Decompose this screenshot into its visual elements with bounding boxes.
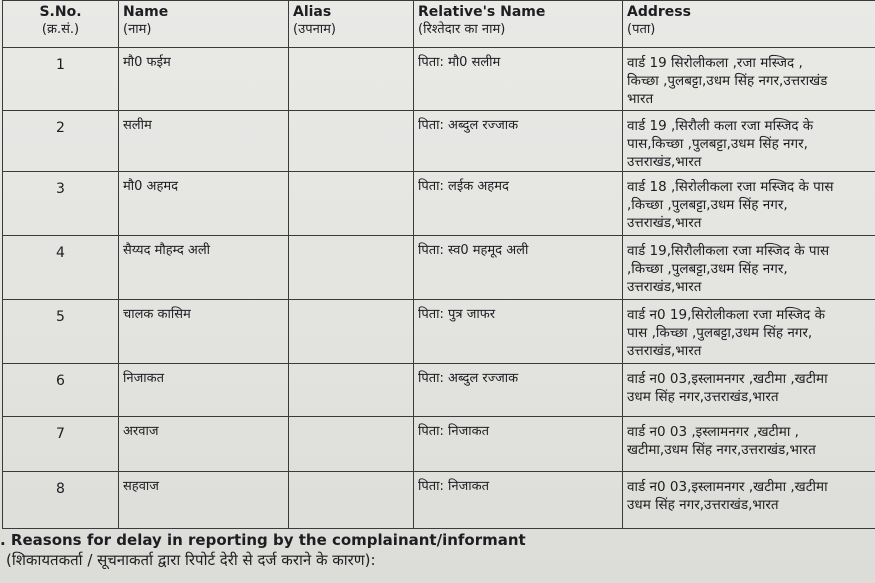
- row-name: अरवाज: [119, 417, 289, 472]
- table-row: [3, 111, 875, 172]
- row-alias: [289, 48, 414, 111]
- delay-reasons-section: [0, 530, 875, 570]
- header-sno: S.No. (क्र.सं.): [3, 1, 119, 48]
- address-line: ,किच्छा ,पुलबट्टा,उधम सिंह नगर,: [627, 197, 788, 213]
- row-sno: 4: [3, 236, 119, 300]
- table-body: [3, 48, 875, 529]
- table-row: [3, 472, 875, 529]
- row-alias: [289, 300, 414, 364]
- row-sno: 2: [3, 111, 119, 172]
- row-address: [623, 236, 875, 300]
- address-line: वार्ड 18 ,सिरोलीकला रजा मस्जिद के पास: [627, 179, 834, 195]
- table-row: [3, 172, 875, 236]
- table-row: [3, 48, 875, 111]
- address-line: उधम सिंह नगर,उत्तराखंड,भारत: [627, 389, 779, 405]
- delay-reasons-heading-hindi: (शिकायतकर्ता / सूचनाकर्ता द्वारा रिपोर्ट देरी से दर्ज कराने के कारण):: [6, 551, 376, 569]
- address-line: उत्तराखंड,भारत: [627, 154, 702, 170]
- address-line: खटीमा,उधम सिंह नगर,उत्तराखंड,भारत: [627, 442, 816, 458]
- table-header-row: [3, 1, 875, 48]
- row-alias: [289, 172, 414, 236]
- row-address: [623, 472, 875, 529]
- row-sno: 6: [3, 364, 119, 417]
- accused-details-table: [2, 0, 875, 529]
- delay-reasons-heading: . Reasons for delay in reporting by the complainant/informant: [0, 531, 526, 549]
- row-relative-name: पिता: अब्दुल रज्जाक: [414, 111, 623, 172]
- row-address: [623, 111, 875, 172]
- row-sno: 5: [3, 300, 119, 364]
- row-address: [623, 364, 875, 417]
- address-line: भारत: [627, 91, 654, 107]
- row-name: मौ0 फईम: [119, 48, 289, 111]
- header-relative-name: Relative's Name (रिश्तेदार का नाम): [414, 1, 623, 48]
- row-alias: [289, 236, 414, 300]
- row-sno: 3: [3, 172, 119, 236]
- table-row: [3, 364, 875, 417]
- row-relative-name: पिता: निजाकत: [414, 417, 623, 472]
- row-name: सलीम: [119, 111, 289, 172]
- address-line: उधम सिंह नगर,उत्तराखंड,भारत: [627, 497, 779, 513]
- row-relative-name: पिता: स्व0 महमूद अली: [414, 236, 623, 300]
- row-alias: [289, 417, 414, 472]
- table-row: [3, 236, 875, 300]
- address-line: वार्ड 19 सिरोलीकला ,रजा मस्जिद ,: [627, 55, 803, 71]
- row-relative-name: पिता: पुत्र जाफर: [414, 300, 623, 364]
- row-relative-name: पिता: अब्दुल रज्जाक: [414, 364, 623, 417]
- row-address: [623, 172, 875, 236]
- row-alias: [289, 364, 414, 417]
- header-address: Address (पता): [623, 1, 875, 48]
- row-relative-name: पिता: निजाकत: [414, 472, 623, 529]
- row-alias: [289, 472, 414, 529]
- row-name: निजाकत: [119, 364, 289, 417]
- row-name: मौ0 अहमद: [119, 172, 289, 236]
- header-name: Name (नाम): [119, 1, 289, 48]
- row-sno: 7: [3, 417, 119, 472]
- row-relative-name: पिता: लईक अहमद: [414, 172, 623, 236]
- row-alias: [289, 111, 414, 172]
- address-line: पास,किच्छा ,पुलबट्टा,उधम सिंह नगर,: [627, 136, 808, 152]
- address-line: वार्ड 19 ,सिरौली कला रजा मस्जिद के: [627, 118, 814, 134]
- address-line: उत्तराखंड,भारत: [627, 279, 702, 295]
- row-name: चालक कासिम: [119, 300, 289, 364]
- address-line: उत्तराखंड,भारत: [627, 215, 702, 231]
- table-row: [3, 417, 875, 472]
- address-line: उत्तराखंड,भारत: [627, 343, 702, 359]
- address-line: ,किच्छा ,पुलबट्टा,उधम सिंह नगर,: [627, 261, 788, 277]
- row-name: सहवाज: [119, 472, 289, 529]
- row-address: [623, 300, 875, 364]
- row-sno: 1: [3, 48, 119, 111]
- address-line: वार्ड न0 03,इस्लामनगर ,खटीमा ,खटीमा: [627, 479, 828, 495]
- table-row: [3, 300, 875, 364]
- row-address: [623, 417, 875, 472]
- header-alias: Alias (उपनाम): [289, 1, 414, 48]
- address-line: पास ,किच्छा ,पुलबट्टा,उधम सिंह नगर,: [627, 325, 813, 341]
- row-address: [623, 48, 875, 111]
- address-line: वार्ड न0 03 ,इस्लामनगर ,खटीमा ,: [627, 424, 799, 440]
- address-line: वार्ड न0 03,इस्लामनगर ,खटीमा ,खटीमा: [627, 371, 828, 387]
- row-relative-name: पिता: मौ0 सलीम: [414, 48, 623, 111]
- address-line: किच्छा ,पुलबट्टा,उधम सिंह नगर,उत्तराखंड: [627, 73, 828, 89]
- row-name: सैय्यद मौहम्द अली: [119, 236, 289, 300]
- address-line: वार्ड 19,सिरौलीकला रजा मस्जिद के पास: [627, 243, 830, 259]
- row-sno: 8: [3, 472, 119, 529]
- address-line: वार्ड न0 19,सिरोलीकला रजा मस्जिद के: [627, 307, 825, 323]
